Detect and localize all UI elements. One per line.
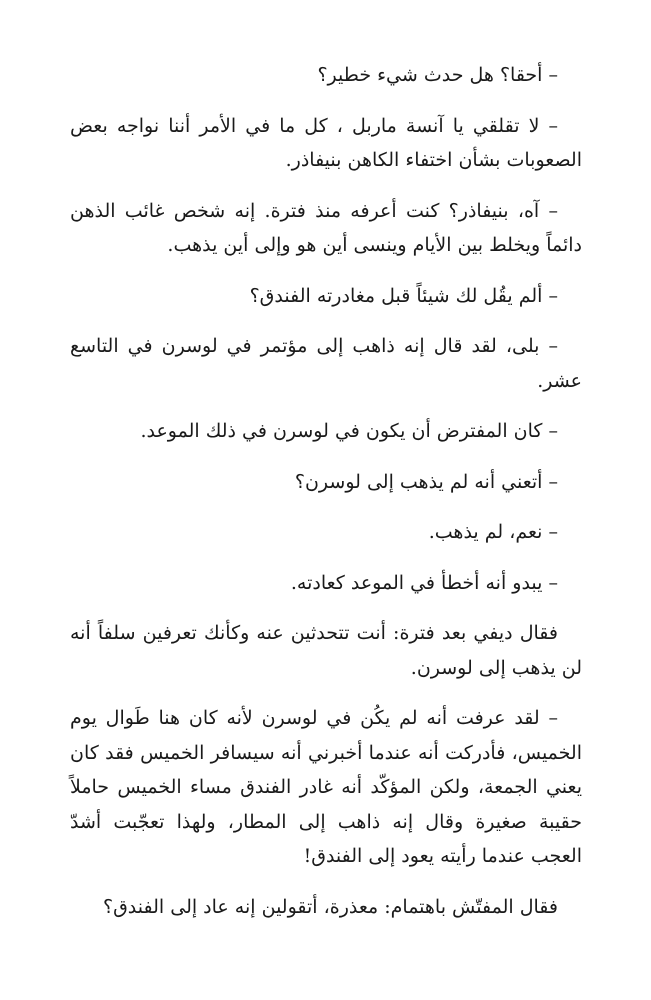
narration-paragraph: فقال المفتّش باهتمام: معذرة، أتقولين إنه عاد إلى الفندق؟	[102, 895, 558, 918]
dialogue-paragraph: – آه، بنيفاذر؟ كنت أعرفه منذ فترة. إنه شخص غائب الذهن دائماً ويخلط بين الأيام وينسى أين هو وإلى أين يذهب.	[70, 199, 582, 256]
dialogue-paragraph: – بلى، لقد قال إنه ذاهب إلى مؤتمر في لوسرن في التاسع عشر.	[70, 335, 582, 392]
dialogue-paragraph: – أتعني أنه لم يذهب إلى لوسرن؟	[294, 470, 558, 493]
dialogue-paragraph: – أحقا؟ هل حدث شيء خطير؟	[317, 64, 558, 86]
dialogue-paragraph: – كان المفترض أن يكون في لوسرن في ذلك الموعد.	[140, 420, 558, 442]
dialogue-paragraph: – نعم، لم يذهب.	[428, 521, 558, 543]
dialogue-paragraph: – لا تقلقي يا آنسة ماربل ، كل ما في الأمر أننا نواجه بعض الصعوبات بشأن اختفاء الكاهن بنيفاذر.	[70, 114, 582, 171]
dialogue-paragraph: – يبدو أنه أخطأ في الموعد كعادته.	[290, 571, 558, 594]
dialogue-paragraph: – لقد عرفت أنه لم يكُن في لوسرن لأنه كان هنا طَوال يوم الخميس، فأدركت أنه عندما أخبرني أنه سيسافر الخميس فقد كان يعني الجمعة، ولكن المؤكّد أنه غادر الفندق مساء الخميس حاملاً حقيبة صغيرة وقال إنه ذاهب إلى المطار، ولهذا تعجّبت أشدّ العجب عندما رأيته يعود إلى الفندق!	[70, 707, 582, 867]
dialogue-paragraph: – ألم يقُل لك شيئاً قبل مغادرته الفندق؟	[249, 284, 558, 307]
narration-paragraph: فقال ديفي بعد فترة: أنت تتحدثين عنه وكأنك تعرفين سلفاً أنه لن يذهب إلى لوسرن.	[70, 622, 582, 679]
book-page	[70, 58, 582, 940]
